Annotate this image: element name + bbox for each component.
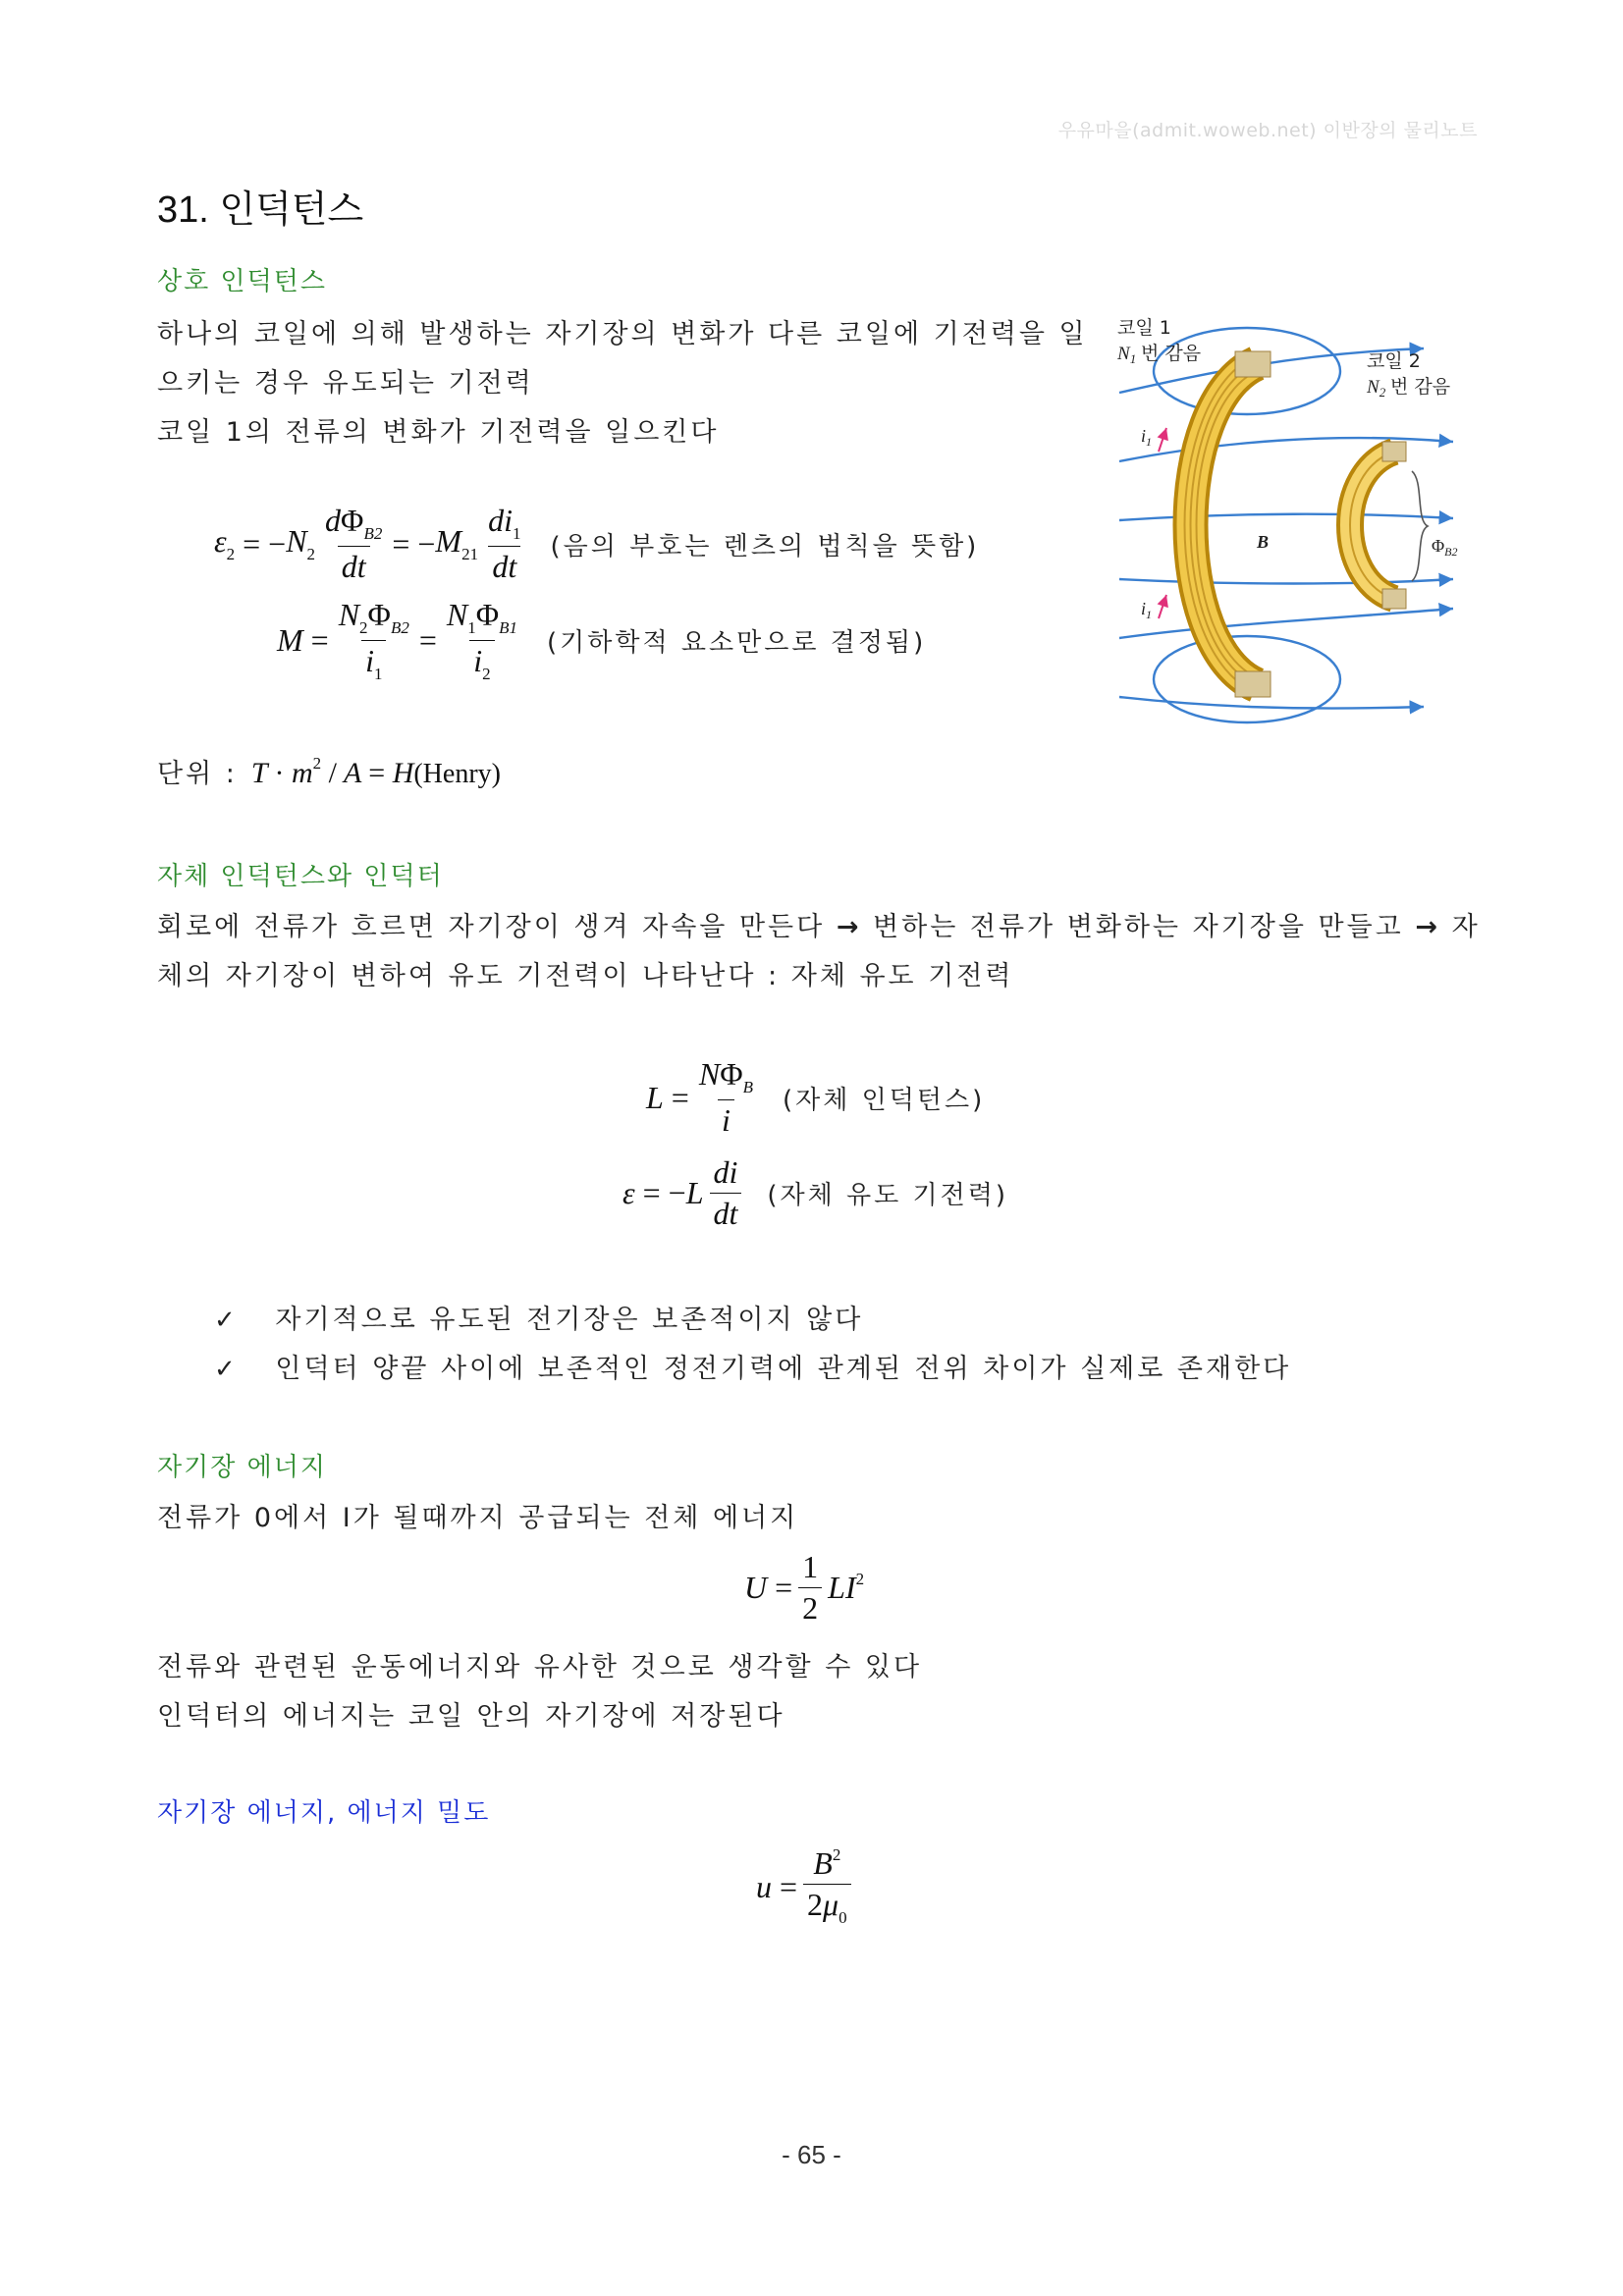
- svg-text:i1: $i_1$: [1141, 599, 1153, 621]
- coil2-label: 코일 2: [1367, 350, 1421, 372]
- energy-line-1: 전류가 0에서 I가 될때까지 공급되는 전체 에너지: [157, 1503, 799, 1533]
- self-line-1: [157, 905, 1481, 943]
- equation-mutual-emf: $\varepsilon_2$ = − $N_2$ $\frac{d\Phi_{B2}}{dt}$ = − $M_{21}$ $\frac{di_1}{dt}$ (음의 부호는 렌츠의 법칙을 뜻함): [214, 503, 980, 584]
- equation-energy: U = $\frac{1}{2}$ $LI^2$: [744, 1549, 865, 1626]
- coil1-turns: 번 감음: [1141, 343, 1202, 364]
- equation-mutual-inductance: M = $\frac{N_2\Phi_{B2}}{i_1}$ = $\frac{N_1\Phi_{B1}}{i_2}$ (기하학적 요소만으로 결정됨): [277, 597, 927, 683]
- section-heading-mutual: 상호 인덕턴스: [157, 267, 327, 296]
- svg-text:N1: $N_1$: [1117, 344, 1137, 366]
- coil1-label: 코일 1: [1117, 317, 1171, 339]
- svg-text:B: B: [1257, 532, 1270, 552]
- svg-text:N2: $N_2$: [1367, 377, 1386, 400]
- page-number: - 65 -: [782, 2140, 841, 2169]
- equation-self-inductance: L = $\frac{N\Phi_B}{i}$ (자체 인덕턴스): [646, 1056, 986, 1138]
- self-eq1-note: (자체 인덕턴스): [782, 1085, 986, 1115]
- self-line-2: 체의 자기장이 변하여 유도 기전력이 나타난다 : 자체 유도 기전력: [157, 961, 1014, 991]
- unit-line: 단위 : $T \cdot m^2 / A = H$ (Henry): [157, 754, 501, 789]
- header-watermark: 우유마을(admit.woweb.net) 이반장의 물리노트: [1057, 120, 1478, 141]
- energy-line-2: 전류와 관련된 운동에너지와 유사한 것으로 생각할 수 있다: [157, 1652, 923, 1682]
- check-item-1: [214, 1298, 863, 1336]
- unit-suffix: (Henry): [413, 759, 501, 789]
- arrow-icon: →: [836, 912, 862, 942]
- page-title: 31. 인덕턴스: [157, 189, 364, 231]
- checkmark-icon: ✓: [214, 1355, 239, 1384]
- equation-self-emf: ε = − L $\frac{di}{dt}$ (자체 유도 기전력): [622, 1154, 1009, 1231]
- energy-line-3: 인덕터의 에너지는 코일 안의 자기장에 저장된다: [157, 1701, 785, 1732]
- section-heading-density: 자기장 에너지, 에너지 밀도: [157, 1798, 491, 1828]
- mutual-line-3: 코일 1의 전류의 변화가 기전력을 일으킨다: [157, 417, 720, 448]
- mutual-eq1-note: (음의 부호는 렌츠의 법칙을 뜻함): [550, 531, 980, 561]
- mutual-line-1: 하나의 코일에 의해 발생하는 자기장의 변화가 다른 코일에 기전력을 일: [157, 319, 1088, 349]
- self-line-1c: 자: [1451, 912, 1481, 942]
- self-line-1b: 변하는 전류가 변화하는 자기장을 만들고: [873, 912, 1404, 942]
- check-item-text: 자기적으로 유도된 전기장은 보존적이지 않다: [275, 1305, 864, 1335]
- svg-text:i1: $i_1$: [1141, 426, 1153, 449]
- mutual-line-2: 으키는 경우 유도되는 기전력: [157, 368, 534, 399]
- coil-figure: [1100, 294, 1473, 756]
- coil2-turns: 번 감음: [1390, 376, 1451, 398]
- unit-label: 단위 :: [157, 759, 238, 789]
- section-heading-energy: 자기장 에너지: [157, 1453, 327, 1482]
- equation-energy-density: u = $\frac{B^2}{2\mu_0}$: [756, 1845, 857, 1928]
- svg-text:ΦB2: $\Phi_{B2}$: [1432, 536, 1458, 559]
- check-item-2: [214, 1347, 1291, 1385]
- arrow-icon: →: [1415, 912, 1440, 942]
- self-line-1a: 회로에 전류가 흐르면 자기장이 생겨 자속을 만든다: [157, 912, 826, 942]
- check-item-text: 인덕터 양끝 사이에 보존적인 정전기력에 관계된 전위 차이가 실제로 존재한다: [275, 1354, 1292, 1384]
- checkmark-icon: ✓: [214, 1306, 239, 1335]
- self-eq2-note: (자체 유도 기전력): [767, 1181, 1009, 1210]
- section-heading-self: 자체 인덕턴스와 인덕터: [157, 862, 444, 891]
- mutual-eq2-note: (기하학적 요소만으로 결정됨): [547, 628, 927, 658]
